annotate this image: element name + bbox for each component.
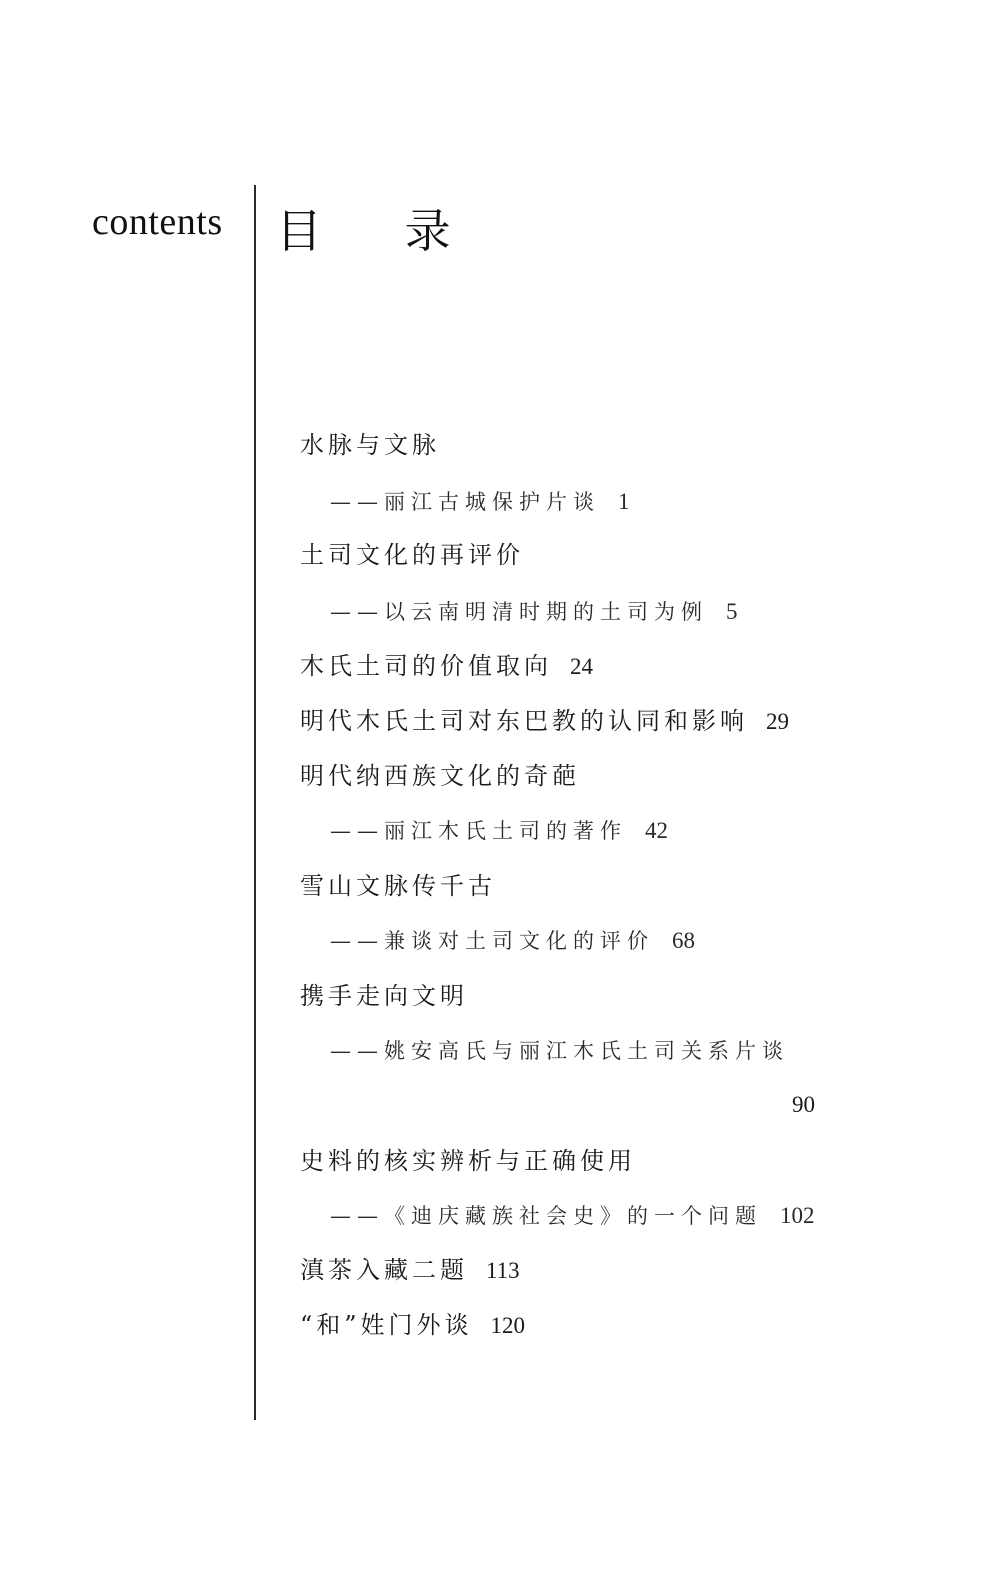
toc-entry[interactable]	[330, 597, 738, 627]
toc-entry[interactable]	[300, 1310, 525, 1341]
toc-entry[interactable]	[300, 706, 789, 737]
toc-entry[interactable]	[300, 981, 468, 1011]
toc-entry-page: 113	[486, 1258, 520, 1283]
toc-entry-title: 明代纳西族文化的奇葩	[300, 762, 580, 790]
toc-entry[interactable]	[330, 1201, 815, 1231]
toc-entry-title: ——以云南明清时期的土司为例	[330, 600, 708, 624]
toc-entry-title: ——兼谈对土司文化的评价	[330, 929, 654, 953]
toc-entry-page: 29	[766, 709, 789, 734]
toc-entry[interactable]	[300, 871, 496, 901]
toc-entry-title: 水脉与文脉	[300, 431, 440, 459]
toc-entry-title: ——姚安高氏与丽江木氏土司关系片谈	[330, 1039, 789, 1063]
toc-entry-title: 滇茶入藏二题	[300, 1256, 468, 1284]
toc-entry[interactable]	[330, 1036, 789, 1066]
vertical-divider	[254, 185, 256, 1420]
toc-entry-title: 明代木氏土司对东巴教的认同和影响	[300, 707, 748, 735]
toc-entry[interactable]	[330, 487, 630, 517]
toc-entry-title: ——《迪庆藏族社会史》的一个问题	[330, 1204, 762, 1228]
toc-entry-page: 24	[570, 654, 593, 679]
toc-entry[interactable]	[300, 651, 593, 682]
toc-entry[interactable]	[300, 540, 524, 570]
toc-entry[interactable]	[330, 816, 668, 846]
toc-entry[interactable]	[300, 430, 440, 460]
toc-entry[interactable]	[300, 761, 580, 791]
toc-title: 目 录	[276, 204, 485, 258]
toc-entry[interactable]	[300, 1146, 636, 1176]
toc-entry-title: 木氏土司的价值取向	[300, 652, 552, 680]
toc-entry-title: 土司文化的再评价	[300, 541, 524, 569]
toc-entry[interactable]	[300, 1255, 520, 1286]
toc-entry-title: 携手走向文明	[300, 982, 468, 1010]
toc-entry-title: 雪山文脉传千古	[300, 872, 496, 900]
toc-entry-title: 史料的核实辨析与正确使用	[300, 1147, 636, 1175]
toc-entry-page: 120	[490, 1313, 526, 1338]
toc-entry-title: ——丽江木氏土司的著作	[330, 819, 627, 843]
toc-entry[interactable]	[330, 926, 695, 956]
toc-entry-page: 42	[645, 818, 668, 843]
toc-entry-page: 1	[618, 489, 630, 514]
toc-entry-title: “和”姓门外谈	[300, 1311, 473, 1339]
toc-entry-page[interactable]: 90	[792, 1092, 815, 1117]
toc-entry-title: ——丽江古城保护片谈	[330, 490, 600, 514]
toc-entry-page: 68	[672, 928, 695, 953]
contents-label: contents	[92, 201, 223, 243]
toc-entry-page: 5	[726, 599, 738, 624]
toc-entry-page: 102	[780, 1203, 815, 1228]
